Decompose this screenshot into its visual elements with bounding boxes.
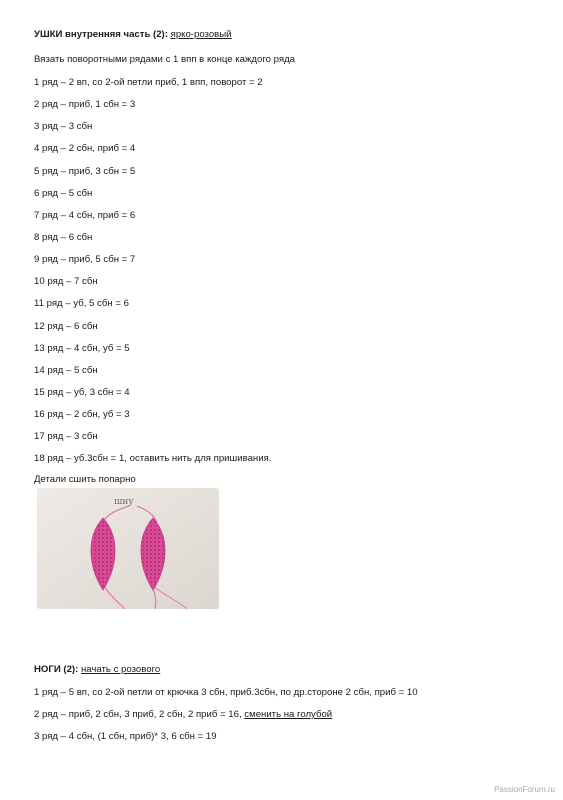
- ears-row: 2 ряд – приб, 1 сбн = 3: [34, 99, 136, 111]
- legs-color-note: начать с розового: [80, 664, 161, 675]
- ears-intro: Вязать поворотными рядами с 1 впп в конце каждого ряда: [34, 54, 296, 65]
- legs-row-2-color-note: сменить на голубой: [244, 709, 333, 720]
- ears-row: 11 ряд – уб, 5 сбн = 6: [34, 298, 129, 310]
- ears-row: 6 ряд – 5 сбн: [34, 187, 93, 199]
- ears-row: 17 ряд – 3 сбн: [34, 431, 98, 443]
- ears-row: 16 ряд – 2 сбн, уб = 3: [34, 409, 130, 421]
- ears-row: 1 ряд – 2 вп, со 2-ой петли приб, 1 впп, поворот = 2: [34, 77, 263, 88]
- ears-row: 14 ряд – 5 сбн: [34, 364, 98, 376]
- document-page: [34, 28, 534, 486]
- legs-row-2: [34, 708, 534, 721]
- legs-row-2-text: 2 ряд – приб, 2 сбн, 3 приб, 2 сбн, 2 приб = 16,: [34, 709, 242, 720]
- ears-row: 18 ряд – уб.3сбн = 1, оставить нить для пришивания.: [34, 453, 272, 465]
- section-ears-title: [34, 28, 534, 41]
- ears-rows: [34, 76, 534, 465]
- section-ears-heading: УШКИ внутренняя часть (2):: [34, 29, 168, 40]
- ears-row: 12 ряд – 6 сбн: [34, 320, 98, 332]
- ears-photo: [37, 488, 219, 609]
- ears-row: 10 ряд – 7 сбн: [34, 276, 98, 288]
- ears-row: 9 ряд – приб, 5 сбн = 7: [34, 254, 136, 266]
- ears-row: 13 ряд – 4 сбн, уб = 5: [34, 342, 130, 354]
- site-watermark: PassionForum.ru: [494, 785, 555, 794]
- ears-row: 3 ряд – 3 сбн: [34, 121, 93, 133]
- ears-row: 5 ряд – приб, 3 сбн = 5: [34, 165, 136, 177]
- ears-row: 7 ряд – 4 сбн, приб = 6: [34, 209, 136, 221]
- section-legs-heading: НОГИ (2):: [34, 664, 79, 675]
- ears-row: 8 ряд – 6 сбн: [34, 231, 93, 243]
- legs-row: 3 ряд – 4 сбн, (1 сбн, приб)* 3, 6 сбн = 19: [34, 731, 217, 742]
- section-legs-title: [34, 663, 534, 676]
- crochet-ears-image: [37, 488, 219, 609]
- ears-outro: Детали сшить попарно: [34, 473, 136, 485]
- section-legs: [34, 663, 534, 743]
- legs-row: 1 ряд – 5 вп, со 2-ой петли от крючка 3 сбн, приб.3сбн, по др.стороне 2 сбн, приб = 10: [34, 687, 418, 698]
- ears-row: 15 ряд – уб, 3 сбн = 4: [34, 386, 130, 398]
- ears-color-note: ярко-розовый: [170, 29, 232, 40]
- ears-row: 4 ряд – 2 сбн, приб = 4: [34, 143, 136, 155]
- photo-label: шну: [114, 497, 134, 507]
